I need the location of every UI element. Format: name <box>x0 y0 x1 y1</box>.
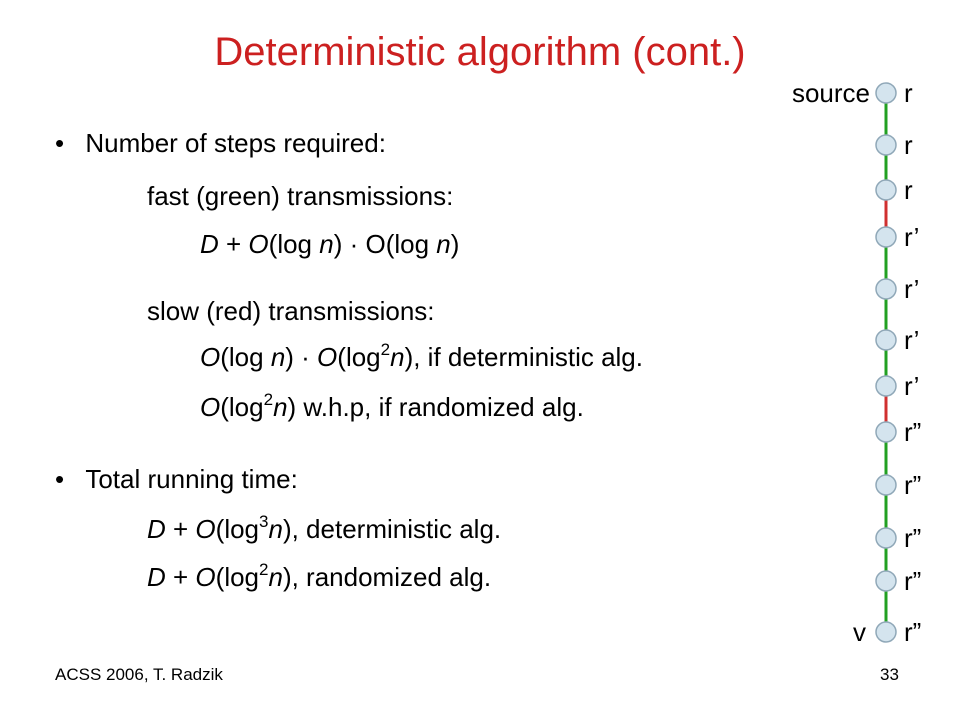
chain-node <box>876 227 896 247</box>
chain-node-label: r” <box>904 523 922 553</box>
chain-node-label: r” <box>904 417 922 447</box>
slow-transmissions-label: slow (red) transmissions: <box>147 296 435 326</box>
chain-node <box>876 571 896 591</box>
bullet-marker: • <box>55 128 65 158</box>
chain-node-label: r” <box>904 617 922 647</box>
chain-node-label: r’ <box>904 274 920 304</box>
chain-node-label: r” <box>904 470 922 500</box>
bullet-text: Total running time: <box>85 464 298 494</box>
chain-node <box>876 135 896 155</box>
chain-node <box>876 475 896 495</box>
page-number: 33 <box>880 665 899 684</box>
chain-node <box>876 83 896 103</box>
chain-node <box>876 422 896 442</box>
chain-node <box>876 180 896 200</box>
slow-deterministic-formula: O(log $n) \cdot O(\log^2n)$, if deterministic alg. <box>200 340 643 372</box>
bullet-text: Number of steps required: <box>85 128 386 158</box>
chain-node <box>876 279 896 299</box>
chain-node-label: r <box>904 175 913 205</box>
chain-node-label: r’ <box>904 325 920 355</box>
total-deterministic-formula: $D + O(\log^3n)$, deterministic alg. <box>147 512 502 544</box>
chain-node-label: r <box>904 78 913 108</box>
chain-node-label: r’ <box>904 222 920 252</box>
total-randomized-formula: $D + O(\log^2n)$, randomized alg. <box>147 560 492 592</box>
fast-transmissions-label: fast (green) transmissions: <box>147 181 454 211</box>
chain-node <box>876 376 896 396</box>
source-label: source <box>791 78 870 108</box>
slide-title: Deterministic algorithm (cont.) <box>214 30 746 74</box>
slow-randomized-formula: $O(\log^2n)$ w.h.p, if randomized alg. <box>200 390 584 422</box>
chain-node <box>876 622 896 642</box>
chain-node-label: r’ <box>904 371 920 401</box>
fast-transmissions-formula: D + O(log n) · O(log n) <box>200 229 460 259</box>
end-node-label: v <box>853 617 866 647</box>
chain-node-label: r” <box>904 566 922 596</box>
chain-node <box>876 528 896 548</box>
chain-node-label: r <box>904 130 913 160</box>
bullet-marker: • <box>55 464 65 494</box>
chain-node <box>876 330 896 350</box>
footer-author: ACSS 2006, T. Radzik <box>55 665 223 684</box>
